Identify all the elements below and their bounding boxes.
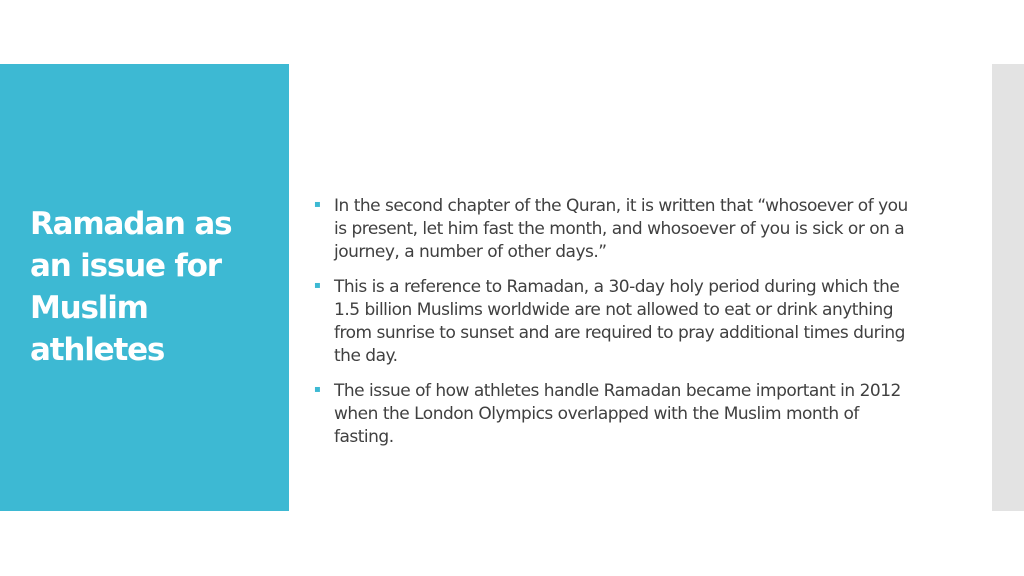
bullet-item (314, 380, 914, 449)
bullet-text: The issue of how athletes handle Ramadan became important in 2012 when the London Olympics overlapped with the Muslim month of fasting. (334, 381, 901, 447)
side-accent-bar (992, 64, 1024, 511)
bullet-item (314, 276, 914, 368)
bullet-list (314, 195, 914, 461)
slide-title: Ramadan as an issue for Muslim athletes (30, 206, 232, 368)
bullet-text: This is a reference to Ramadan, a 30-day holy period during which the 1.5 billion Muslims worldwide are not allowed to eat or drink anything from sunrise to sunset and are required to pray additional times during the day. (334, 277, 905, 366)
bullet-icon: ▪ (314, 280, 321, 291)
bullet-text: In the second chapter of the Quran, it is written that “whosoever of you is present, let him fast the month, and whosoever of you is sick or on a journey, a number of other days.” (334, 196, 908, 262)
bullet-icon: ▪ (314, 199, 321, 210)
bullet-item (314, 195, 914, 264)
bullet-icon: ▪ (314, 384, 321, 395)
